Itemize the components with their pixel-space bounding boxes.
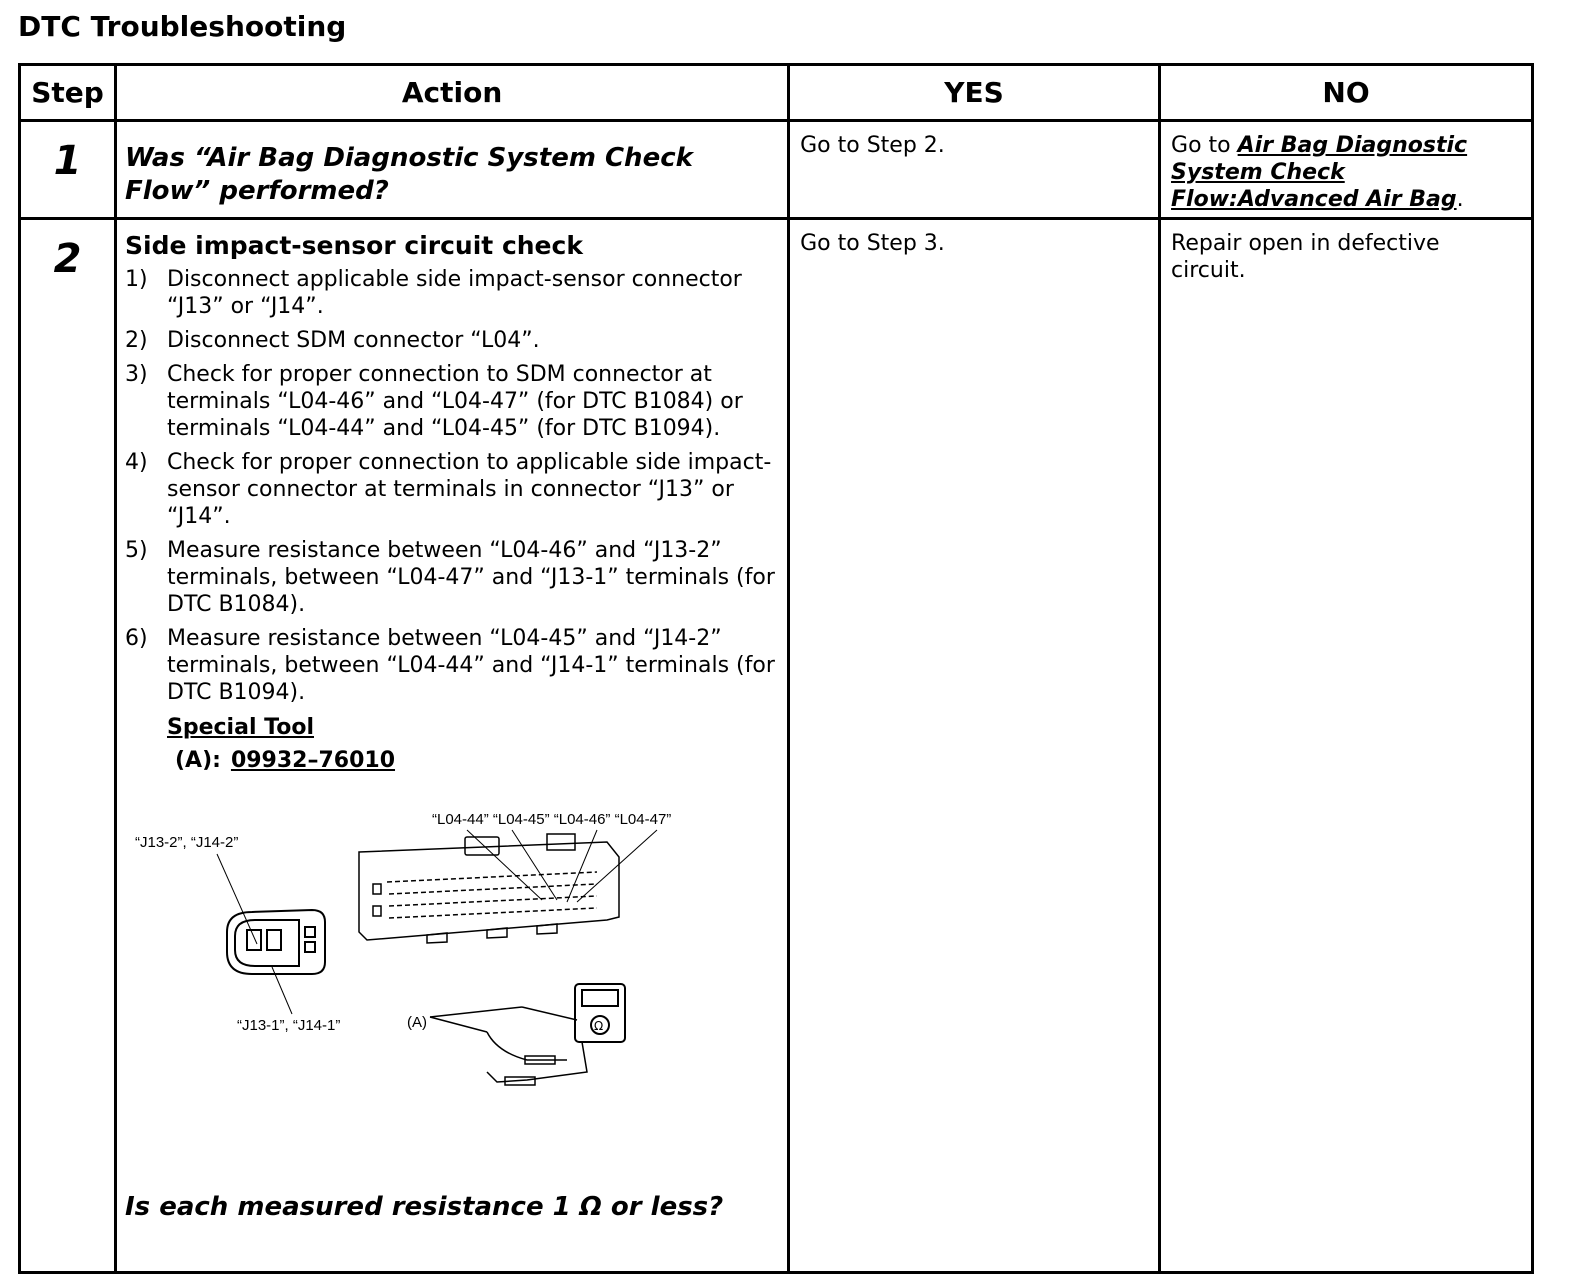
list-item xyxy=(125,449,777,530)
header-yes: YES xyxy=(789,65,1160,121)
label-j-2: “J13-2”, “J14-2” xyxy=(135,834,239,851)
step2-no: Repair open in defective circuit. xyxy=(1171,231,1440,283)
item-text: Disconnect SDM connector “L04”. xyxy=(167,328,540,353)
header-action: Action xyxy=(116,65,789,121)
item-number: 4) xyxy=(125,450,148,475)
no-cell xyxy=(1160,219,1533,1273)
step-cell xyxy=(20,219,116,1273)
step1-no xyxy=(1161,122,1531,213)
special-tool xyxy=(167,714,777,774)
step2-question: Is each measured resistance 1 Ω or less? xyxy=(125,1192,724,1222)
test-leads xyxy=(430,1007,587,1085)
step2-title: Side impact-sensor circuit check xyxy=(125,231,583,260)
step-cell xyxy=(20,121,116,219)
header-step: Step xyxy=(20,65,116,121)
yes-cell xyxy=(789,121,1160,219)
list-item xyxy=(125,361,777,442)
item-number: 1) xyxy=(125,267,148,292)
step1-no-suffix: . xyxy=(1456,187,1464,212)
item-number: 3) xyxy=(125,362,148,387)
step1-question: Was “Air Bag Diagnostic System Check Flow” performed? xyxy=(125,143,693,206)
step1-yes: Go to Step 2. xyxy=(800,133,945,158)
step-number: 2 xyxy=(53,236,82,282)
connector-diagram xyxy=(127,802,767,1102)
table-row xyxy=(20,121,1533,219)
step2-yes: Go to Step 3. xyxy=(800,231,945,256)
tool-row xyxy=(175,747,777,774)
tool-number: 09932–76010 xyxy=(230,748,396,773)
special-tool-title: Special Tool xyxy=(167,715,314,740)
item-text: Measure resistance between “L04-45” and “J14-2” terminals, between “L04-44” and “J14-1” terminals (for DTC B1094). xyxy=(167,626,775,705)
item-text: Disconnect applicable side impact-sensor connector “J13” or “J14”. xyxy=(167,267,742,319)
item-text: Check for proper connection to SDM connector at terminals “L04-46” and “L04-47” (for DTC B1084) or terminals “L04-44” and “L04-45” (for DTC B1094). xyxy=(167,362,743,441)
label-a: (A) xyxy=(407,1014,427,1031)
item-number: 6) xyxy=(125,626,148,651)
list-item xyxy=(125,266,777,320)
multimeter xyxy=(575,984,625,1042)
action-cell xyxy=(116,121,789,219)
label-j-1: “J13-1”, “J14-1” xyxy=(237,1017,341,1034)
table-row xyxy=(20,219,1533,1273)
yes-cell xyxy=(789,219,1160,1273)
item-text: Measure resistance between “L04-46” and “J13-2” terminals, between “L04-47” and “J13-1” terminals (for DTC B1084). xyxy=(167,538,775,617)
no-cell xyxy=(1160,121,1533,219)
tool-label: (A): xyxy=(175,748,221,773)
table-header-row xyxy=(20,65,1533,121)
item-number: 5) xyxy=(125,538,148,563)
step1-no-prefix: Go to xyxy=(1171,133,1238,158)
action-cell xyxy=(116,219,789,1273)
step-number: 1 xyxy=(53,138,82,184)
item-number: 2) xyxy=(125,328,148,353)
list-item xyxy=(125,327,777,354)
troubleshooting-table xyxy=(18,63,1534,1274)
svg-text:Ω: Ω xyxy=(594,1019,604,1033)
item-text: Check for proper connection to applicable side impact-sensor connector at terminals in connector “J13” or “J14”. xyxy=(167,450,772,529)
list-item xyxy=(125,537,777,618)
side-sensor-connector xyxy=(227,910,325,974)
list-item xyxy=(125,625,777,706)
label-l04-terminals: “L04-44” “L04-45” “L04-46” “L04-47” xyxy=(432,811,672,828)
header-no: NO xyxy=(1160,65,1533,121)
check-flow-link[interactable]: Air Bag Diagnostic System Check Flow:Advanced Air Bag xyxy=(1171,133,1468,212)
page-title: DTC Troubleshooting xyxy=(18,10,347,43)
procedure-list xyxy=(125,266,777,706)
